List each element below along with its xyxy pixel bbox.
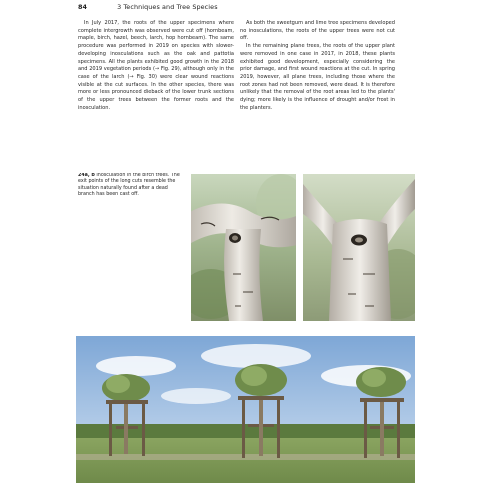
tree-stand xyxy=(235,364,287,458)
photo-birch-inosculation-a xyxy=(191,174,296,321)
photo-birch-inosculation-b xyxy=(303,174,415,321)
caption-figure-number: 24a, b xyxy=(78,173,95,178)
page-number: 84 xyxy=(78,3,88,11)
paragraph: As both the sweetgum and lime tree specimens developed no inosculations, the roots of the upper trees were not cut off. xyxy=(240,20,395,42)
caption-text: Inosculation in the birch trees. The exit points of the long cuts resemble the situation naturally found after a dead branch has been cast off. xyxy=(78,173,180,197)
paragraph: In the remaining plane trees, the roots of the upper plant were removed in one case in 2017, in 2018, these plants exhibited good development, especially considering the prior damage, and first wound reactions at the cut. In spring 2019, however, all plane trees, including those where the root zones had not been removed, were dead. It is therefore unlikely that the removal of the root areas led to the plants' dying; more likely is the influence of drought and/or frost in the planters. xyxy=(240,43,395,111)
photo-tree-stands-field xyxy=(76,336,415,483)
figure-caption xyxy=(78,173,186,198)
text-column-right xyxy=(240,20,395,170)
page-header xyxy=(78,3,218,11)
paragraph: In July 2017, the roots of the upper specimens where complete intergrowth was observed were cut off (hornbeam, maple, birch, hazel, beech, larch, hop hornbeam). The same procedure was performed in 2019 on species with slower-developing inosculations such as the oak and pattotia specimens. All the plants exhibited good growth in the 2018 and 2019 vegetation periods (→ Fig. 29), although only in the case of the larch (→ Fig. 30) were clear wound reactions visible at the cut surfaces. In the other species, there was more or less pronounced dieback of the lower trunk sections of the upper trees between the former roots and the inosculation. xyxy=(78,20,234,111)
tree-stand xyxy=(102,374,150,456)
chapter-title: 3 Techniques and Tree Species xyxy=(117,3,218,11)
text-column-left xyxy=(78,20,234,170)
